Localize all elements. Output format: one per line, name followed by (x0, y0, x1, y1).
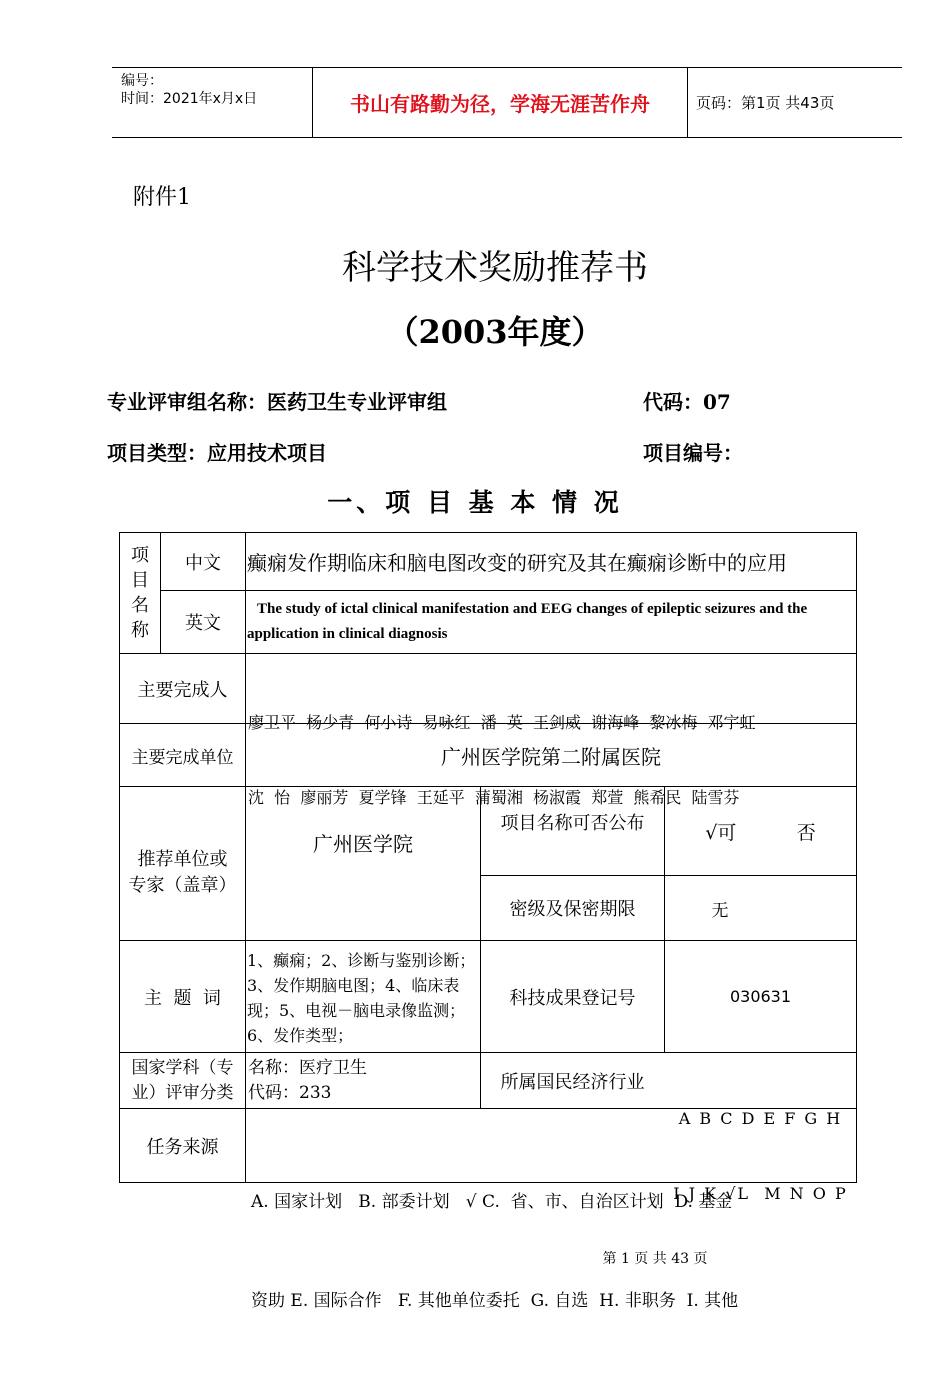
reg-label: 科技成果登记号 (509, 987, 636, 1009)
project-number: 项目编号： (643, 441, 743, 465)
recommender-value: 广州医学院 (313, 831, 413, 856)
discipline-name: 名称：医疗卫生 (248, 1058, 367, 1078)
serial-label: 编号： (121, 73, 163, 89)
header-page-cell (687, 68, 902, 137)
page-title: 科学技术奖励推荐书 (342, 248, 648, 288)
keywords-value: 1、癫痫；2、诊断与鉴别诊断；3、发作期脑电图；4、临床表现；5、电视－脑电录像监测；6、发作类型； (247, 951, 476, 1045)
cn-label: 中文 (185, 552, 221, 574)
project-name-label: 项 目 名 称 (131, 545, 149, 641)
industry-label: 所属国民经济行业 (500, 1071, 645, 1093)
discipline-code: 代码：233 (248, 1083, 332, 1103)
attachment-label: 附件1 (133, 185, 191, 210)
secrecy-value: 无 (711, 900, 729, 921)
completers-line: 廖卫平 杨少青 何小诗 易咏红 潘 英 王剑威 谢海峰 黎冰梅 邓宇虹 (248, 713, 756, 732)
section-title: 一、项 目 基 本 情 况 (327, 488, 623, 517)
cn-project-name: 癫痫发作期临床和脑电图改变的研究及其在癫痫诊断中的应用 (247, 551, 787, 575)
completers-label: 主要完成人 (137, 679, 228, 701)
en-project-name: The study of ictal clinical manifestation and EEG changes of epileptic seizures and the application in clinical diagnosis (247, 601, 808, 642)
table-border (856, 532, 857, 1183)
unit-label: 主要完成单位 (131, 747, 234, 768)
header-motto-cell (312, 68, 688, 137)
panel-code: 代码：07 (643, 390, 731, 414)
secrecy-label: 密级及保密期限 (509, 899, 636, 920)
publish-value: √可 否 (705, 821, 816, 844)
en-label: 英文 (185, 613, 221, 634)
year-subtitle: （2003年度） (386, 313, 604, 351)
unit-value: 广州医学院第二附属医院 (441, 744, 661, 769)
page-header (112, 67, 902, 138)
header-info-cell (112, 68, 312, 137)
discipline-values (248, 1056, 478, 1106)
recommender-label: 推荐单位或 专家（盖章） (128, 848, 237, 896)
publish-label: 项目名称可否公布 (500, 813, 645, 834)
date-label: 时间：2021年x月x日 (121, 91, 258, 107)
source-line: 资助 E. 国际合作 F. 其他单位委托 G. 自选 H. 非职务 I. 其他 (251, 1291, 739, 1311)
keywords-label: 主 题 词 (144, 987, 221, 1009)
motto: 书山有路勤为径，学海无涯苦作舟 (350, 92, 650, 116)
project-type: 项目类型：应用技术项目 (107, 441, 327, 465)
panel-name: 专业评审组名称：医药卫生专业评审组 (107, 390, 447, 414)
industry-line: A B C D E F G H (678, 1109, 843, 1128)
source-label: 任务来源 (146, 1136, 219, 1158)
source-line: A. 国家计划 B. 部委计划 √ C. 省、市、自治区计划 D. 基金 (251, 1192, 733, 1212)
page-info: 页码：第1页 共43页 (696, 93, 835, 112)
completers-line: 沈 怡 廖丽芳 夏学锋 王延平 蒲蜀湘 杨淑霞 郑萱 熊希民 陆雪芬 (248, 788, 740, 807)
discipline-label: 国家学科（专业）评审分类 (131, 1057, 234, 1103)
reg-value: 030631 (729, 987, 792, 1006)
page-footer: 第 1 页 共 43 页 (602, 1251, 708, 1267)
industry-line: I J K √L M N O P (673, 1184, 848, 1203)
